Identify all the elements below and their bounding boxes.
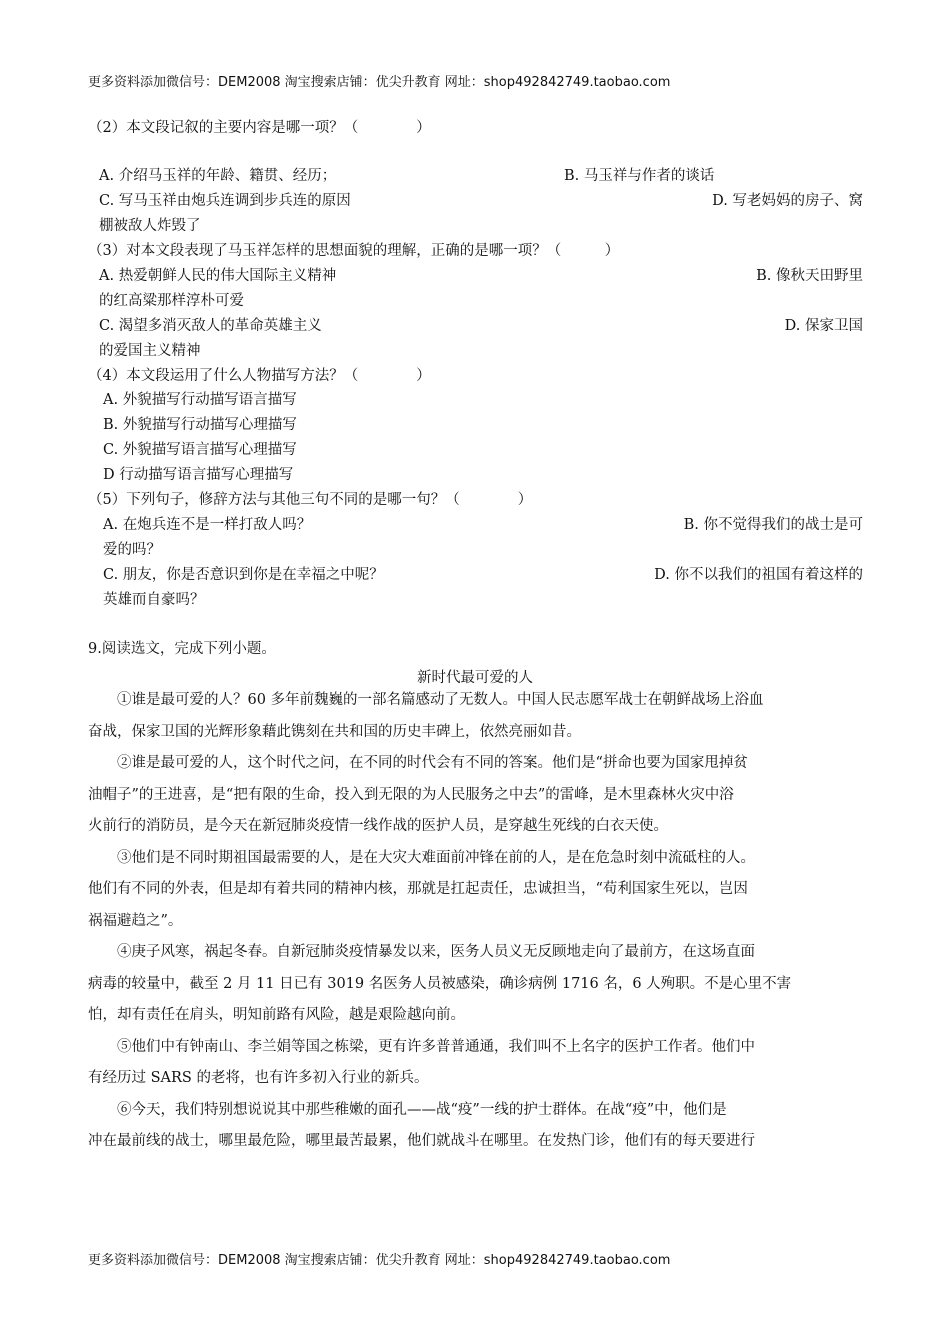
paragraph-4-line-1: ④庚子风寒，祸起冬春。自新冠肺炎疫情暴发以来，医务人员义无反顾地走向了最前方，在这场直面: [117, 944, 755, 960]
q2-option-d: D. 写老妈妈的房子、窝: [712, 193, 863, 209]
q2-option-d-cont: 棚被敌人炸毁了: [99, 218, 201, 234]
q5-option-b: B. 你不觉得我们的战士是可: [683, 517, 863, 533]
q3-option-b: B. 像秋天田野里: [756, 268, 863, 284]
article-body: [88, 685, 863, 1158]
paragraph-6-line-1: ⑥今天，我们特别想说说其中那些稚嫩的面孔——战“疫”一线的护士群体。在战“疫”中，他们是: [117, 1101, 727, 1118]
q2-stem: （2）本文段记叙的主要内容是哪一项？（ ）: [88, 120, 431, 136]
page-footer: 更多资料添加微信号：DEM2008 淘宝搜索店铺：优尖升教育 网址：shop492842749.taobao.com: [88, 1253, 671, 1268]
q3-option-d: D. 保家卫国: [784, 318, 863, 334]
paragraph-2-line-3: 火前行的消防员，是今天在新冠肺炎疫情一线作战的医护人员，是穿越生死线的白衣天使。: [88, 818, 668, 834]
q4-option-a: A. 外貌描写行动描写语言描写: [103, 392, 297, 408]
q4-option-c: C. 外貌描写语言描写心理描写: [103, 442, 297, 458]
q3-option-c: C. 渴望多消灭敌人的革命英雄主义: [99, 318, 322, 334]
q2-option-c: C. 写马玉祥由炮兵连调到步兵连的原因: [99, 193, 351, 209]
article-title: 新时代最可爱的人: [417, 670, 533, 686]
q3-option-a: A. 热爱朝鲜人民的伟大国际主义精神: [99, 268, 337, 284]
q3-stem: （3）对本文段表现了马玉祥怎样的思想面貌的理解，正确的是哪一项？（ ）: [88, 243, 620, 259]
q5-stem: （5）下列句子，修辞方法与其他三句不同的是哪一句？（ ）: [88, 492, 533, 508]
paragraph-5-line-2: 有经历过 SARS 的老将，也有许多初入行业的新兵。: [88, 1070, 429, 1086]
q5-option-b-cont: 爱的吗？: [103, 542, 161, 558]
paragraph-1-line-1: ①谁是最可爱的人？60 多年前魏巍的一部名篇感动了无数人。中国人民志愿军战士在朝鲜战场上浴血: [117, 692, 764, 708]
q9-stem: 9.阅读选文，完成下列小题。: [88, 641, 276, 657]
paragraph-2-line-1: ②谁是最可爱的人，这个时代之问，在不同的时代会有不同的答案。他们是“拼命也要为国家甩掉贫: [117, 755, 748, 771]
paragraph-4-line-3: 怕，却有责任在肩头，明知前路有风险，越是艰险越向前。: [88, 1007, 465, 1023]
q5-option-d-cont: 英雄而自豪吗？: [103, 592, 205, 608]
q4-stem: （4）本文段运用了什么人物描写方法？（ ）: [88, 368, 431, 384]
page-header: 更多资料添加微信号：DEM2008 淘宝搜索店铺：优尖升教育 网址：shop492842749.taobao.com: [88, 75, 671, 90]
paragraph-1-line-2: 奋战，保家卫国的光辉形象藉此镌刻在共和国的历史丰碑上，依然亮丽如昔。: [88, 723, 581, 740]
paragraph-3-line-3: 祸福避趋之”。: [88, 912, 183, 929]
q2-option-a: A. 介绍马玉祥的年龄、籍贯、经历；: [99, 168, 337, 184]
paragraph-4-line-2: 病毒的较量中，截至 2 月 11 日已有 3019 名医务人员被感染，确诊病例 1716 名，6 人殉职。不是心里不害: [88, 975, 792, 992]
q3-option-d-cont: 的爱国主义精神: [99, 343, 201, 359]
paragraph-2-line-2: 油帽子”的王进喜，是“把有限的生命，投入到无限的为人民服务之中去”的雷峰，是木里森林火灾中浴: [88, 786, 734, 803]
q4-option-b: B. 外貌描写行动描写心理描写: [103, 417, 297, 433]
q5-option-c: C. 朋友，你是否意识到你是在幸福之中呢？: [103, 567, 384, 583]
q3-option-b-cont: 的红高粱那样淳朴可爱: [99, 293, 244, 309]
paragraph-3-line-1: ③他们是不同时期祖国最需要的人，是在大灾大难面前冲锋在前的人，是在危急时刻中流砥柱的人。: [117, 849, 755, 866]
q5-option-a: A. 在炮兵连不是一样打敌人吗？: [103, 517, 312, 533]
paragraph-5-line-1: ⑤他们中有钟南山、李兰娟等国之栋梁，更有许多普普通通，我们叫不上名字的医护工作者。他们中: [117, 1038, 755, 1055]
q4-option-d: D 行动描写语言描写心理描写: [103, 467, 294, 483]
q2-option-b: B. 马玉祥与作者的谈话: [564, 168, 715, 184]
q5-option-d: D. 你不以我们的祖国有着这样的: [654, 567, 863, 583]
paragraph-3-line-2: 他们有不同的外表，但是却有着共同的精神内核，那就是扛起责任，忠诚担当，“苟利国家生死以，岂因: [88, 881, 748, 897]
paragraph-6-line-2: 冲在最前线的战士，哪里最危险，哪里最苦最累，他们就战斗在哪里。在发热门诊，他们有的每天要进行: [88, 1133, 755, 1149]
